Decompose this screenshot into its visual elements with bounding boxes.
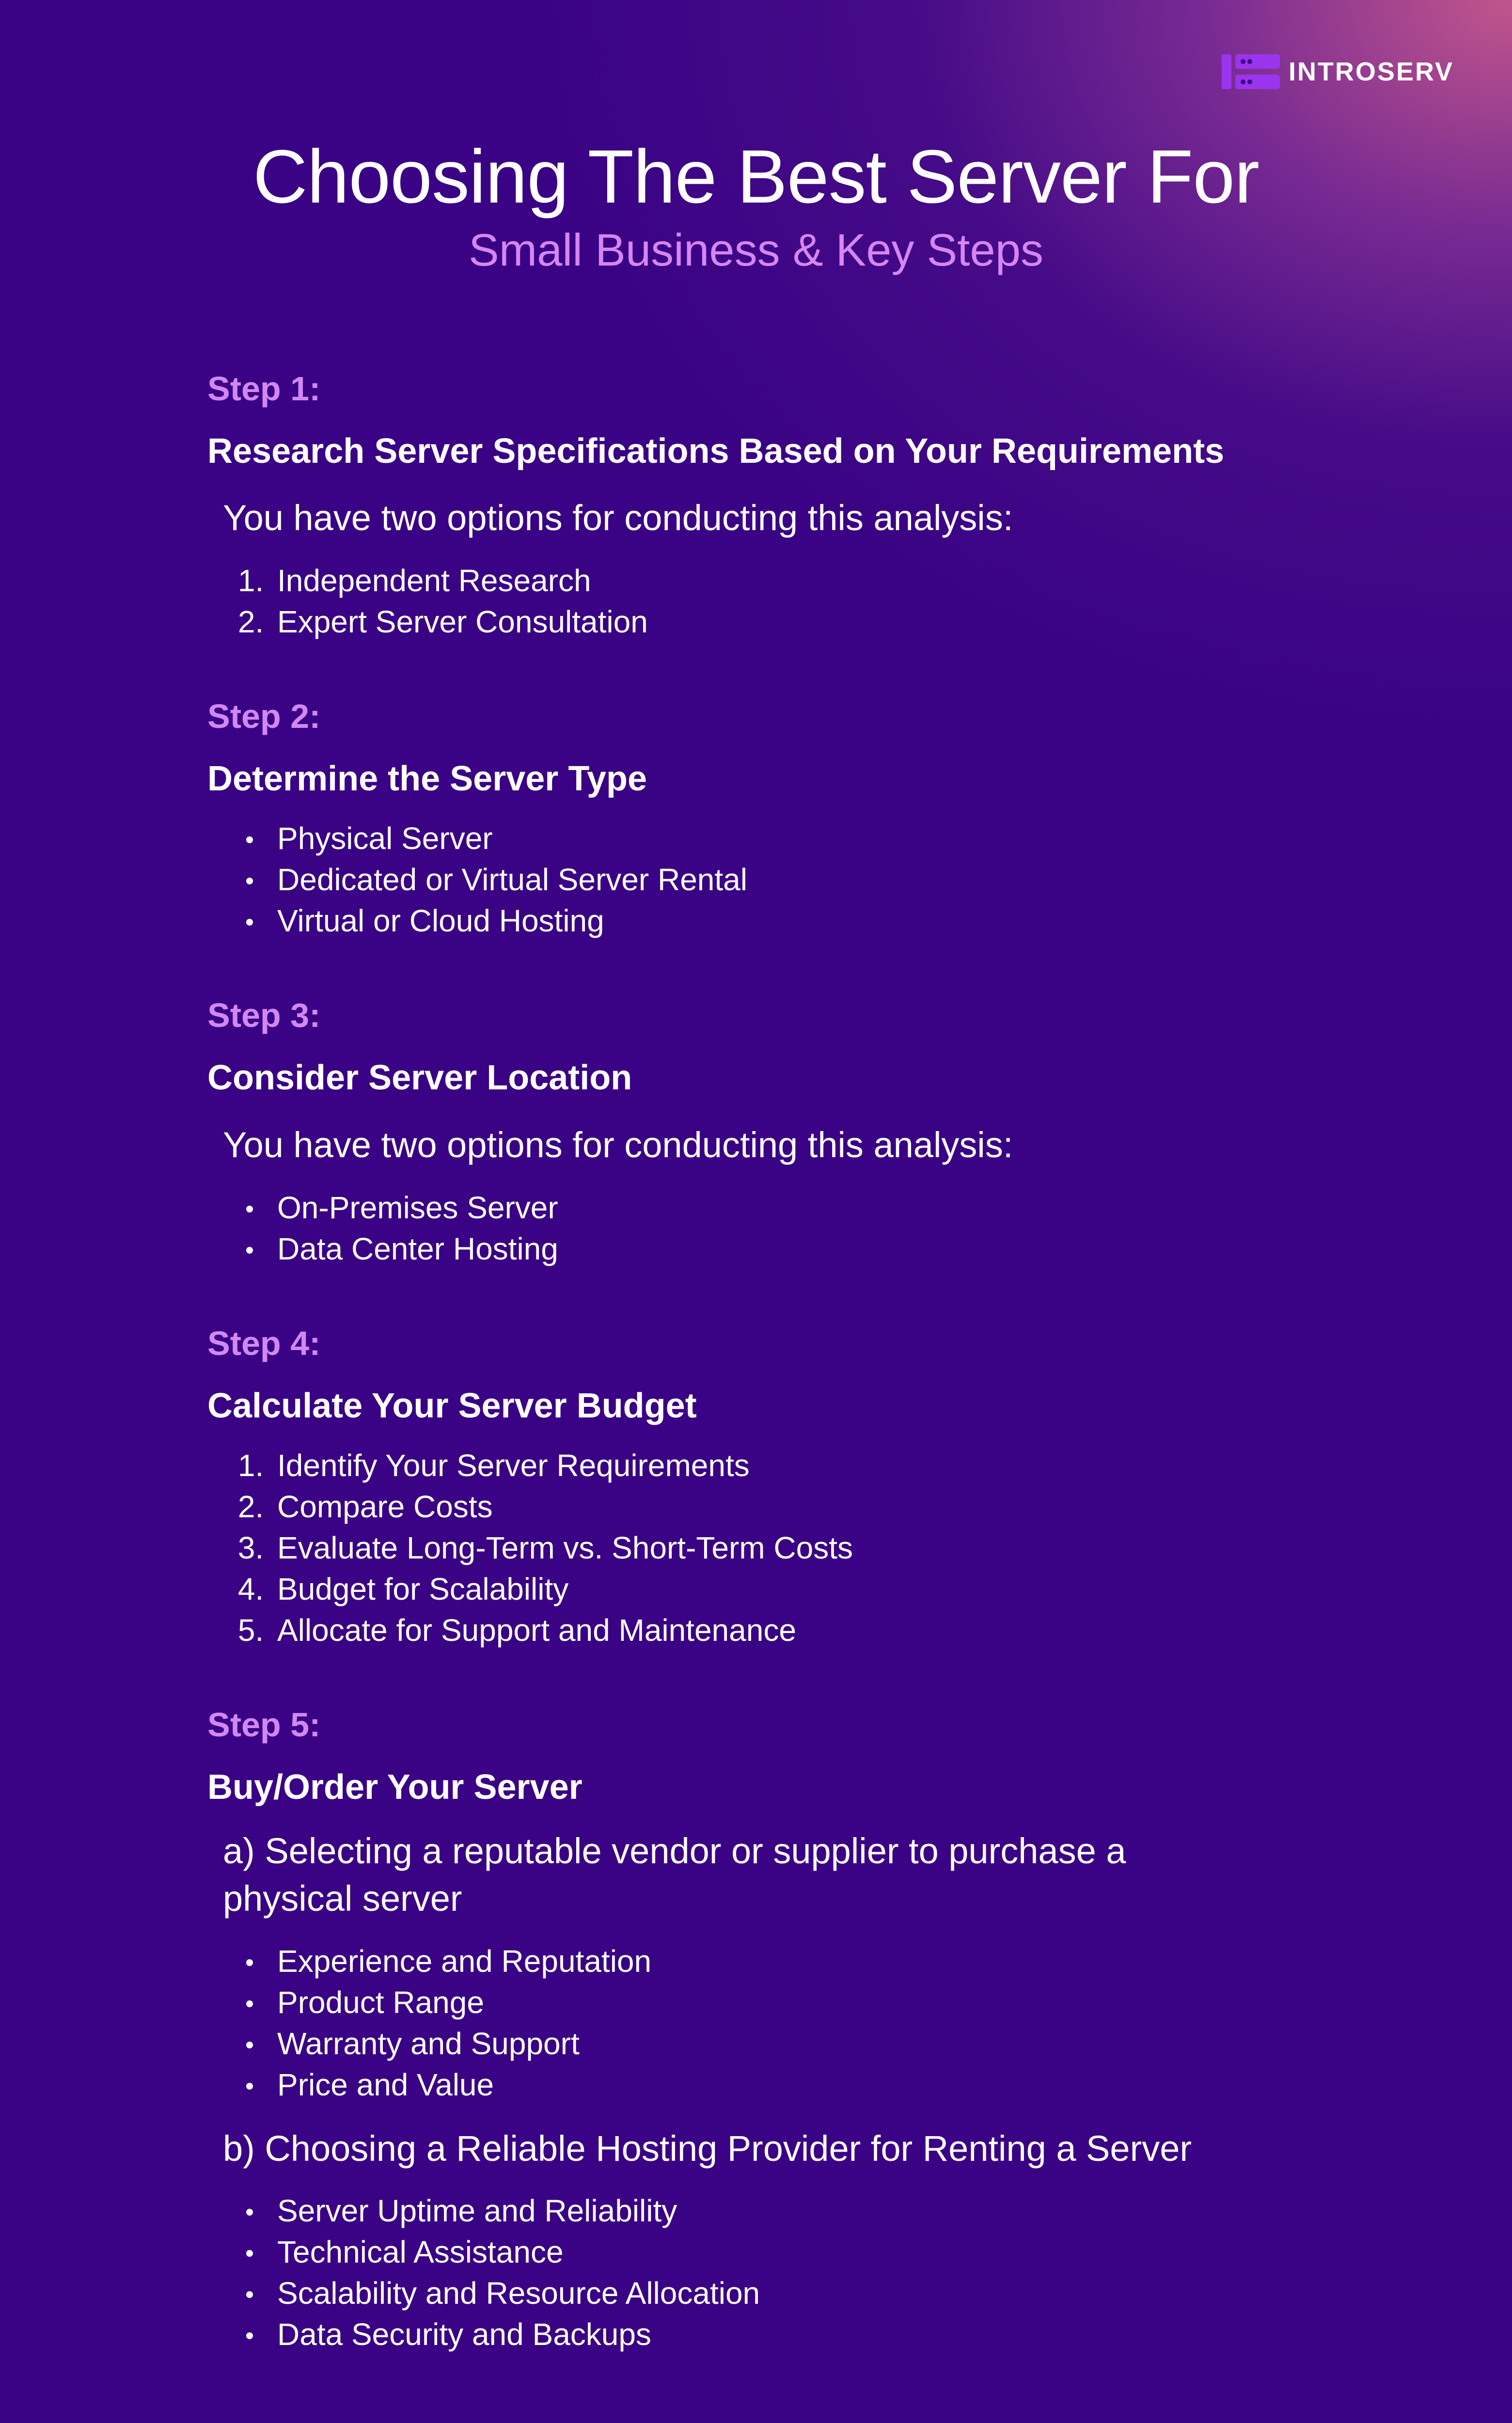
brand	[1222, 54, 1454, 89]
step-title: Calculate Your Server Budget	[207, 1386, 697, 1425]
option-heading: b) Choosing a Reliable Hosting Provider for Renting a Server	[223, 2128, 1192, 2169]
option-group-a	[207, 1827, 1370, 2105]
step-title: Consider Server Location	[207, 1058, 632, 1098]
list-item: Price and Value	[272, 2064, 1370, 2106]
list-item: Warranty and Support	[272, 2023, 1370, 2064]
list-item: Scalability and Resource Allocation	[272, 2273, 1370, 2314]
step-5	[207, 1704, 1370, 2355]
step-4	[207, 1323, 1370, 1651]
step-intro: You have two options for conducting this analysis:	[223, 498, 1013, 538]
step-title: Determine the Server Type	[207, 759, 647, 799]
step-3	[207, 995, 1370, 1269]
list-item: Product Range	[272, 1982, 1370, 2023]
list-item: Virtual or Cloud Hosting	[272, 900, 1370, 942]
hero	[0, 136, 1512, 276]
step-title: Buy/Order Your Server	[207, 1767, 583, 1807]
list-item: 4. Budget for Scalability	[272, 1569, 1370, 1610]
list-item: Server Uptime and Reliability	[272, 2190, 1370, 2232]
bullet-list	[207, 1941, 1370, 2106]
list-item: 2. Expert Server Consultation	[272, 601, 1370, 643]
step-label: Step 1:	[207, 370, 321, 408]
list-item: 2. Compare Costs	[272, 1486, 1370, 1527]
step-2	[207, 696, 1370, 942]
bullet-list	[207, 1187, 1370, 1270]
step-1	[207, 368, 1370, 643]
step-label: Step 2:	[207, 697, 321, 736]
list-item: Dedicated or Virtual Server Rental	[272, 859, 1370, 900]
step-label: Step 3:	[207, 996, 321, 1035]
step-label: Step 4:	[207, 1324, 321, 1362]
list-item: 1. Identify Your Server Requirements	[272, 1445, 1370, 1486]
list-item: Technical Assistance	[272, 2232, 1370, 2273]
server-rack-icon	[1222, 54, 1280, 89]
step-intro: You have two options for conducting this analysis:	[223, 1124, 1013, 1165]
option-group-b	[207, 2125, 1370, 2356]
option-heading: a) Selecting a reputable vendor or supplier to purchase a physical server	[223, 1831, 1126, 1919]
brand-name: INTROSERV	[1288, 57, 1454, 86]
list-item: 3. Evaluate Long-Term vs. Short-Term Costs	[272, 1527, 1370, 1569]
list-item: 1. Independent Research	[272, 560, 1370, 601]
page-title: Choosing The Best Server For	[252, 135, 1260, 219]
page-subtitle: Small Business & Key Steps	[469, 224, 1043, 275]
list-item: Data Security and Backups	[272, 2314, 1370, 2355]
step-title: Research Server Specifications Based on Your Requirements	[207, 432, 1225, 471]
bullet-list	[207, 2190, 1370, 2355]
list-item: On-Premises Server	[272, 1187, 1370, 1228]
list-item: Physical Server	[272, 818, 1370, 859]
numbered-list	[207, 560, 1370, 643]
list-item: 5. Allocate for Support and Maintenance	[272, 1610, 1370, 1651]
step-label: Step 5:	[207, 1705, 321, 1744]
bullet-list	[207, 818, 1370, 942]
list-item: Data Center Hosting	[272, 1228, 1370, 1270]
list-item: Experience and Reputation	[272, 1941, 1370, 1982]
numbered-list	[207, 1445, 1370, 1651]
steps-content	[207, 368, 1370, 2408]
